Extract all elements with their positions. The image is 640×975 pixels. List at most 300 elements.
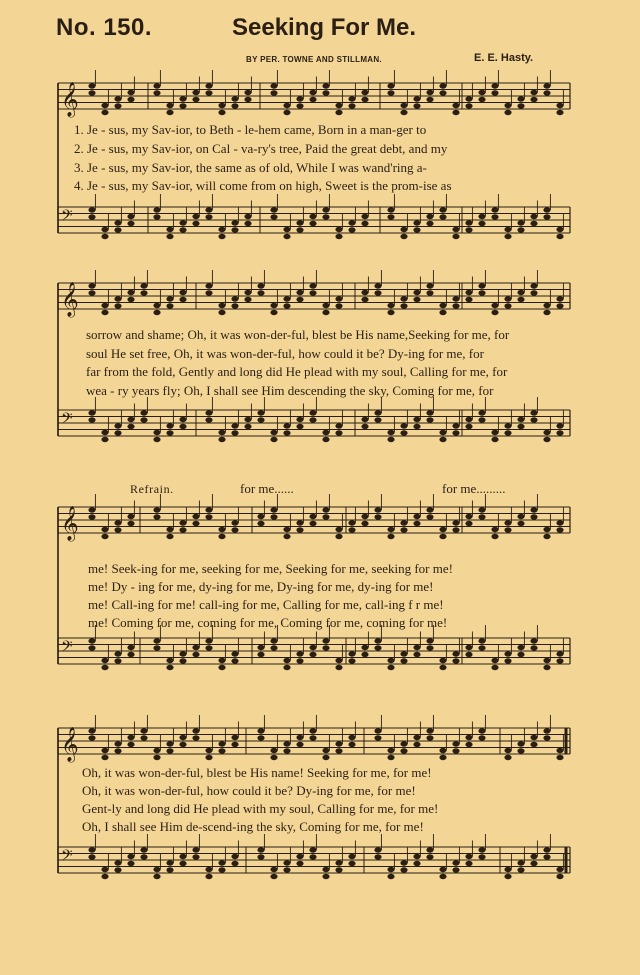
note-head	[556, 110, 563, 115]
note-head	[153, 755, 160, 760]
verse-line: Oh, I shall see Him de-scend-ing the sky, Coming for me, for me!	[82, 819, 424, 834]
note-head	[413, 417, 420, 422]
note-head	[205, 283, 212, 288]
treble-clef-icon: 𝄞	[61, 82, 79, 117]
note-head	[439, 310, 446, 315]
note-head	[426, 97, 433, 102]
note-head	[335, 234, 342, 239]
note-head	[335, 860, 342, 865]
note-head	[387, 303, 394, 308]
note-head	[231, 854, 238, 859]
note-head	[426, 638, 433, 643]
note-head	[335, 227, 342, 232]
note-head	[426, 735, 433, 740]
note-head	[452, 658, 459, 663]
note-head	[400, 227, 407, 232]
note-head	[400, 423, 407, 428]
note-head	[127, 424, 134, 429]
note-head	[413, 290, 420, 295]
note-head	[322, 638, 329, 643]
note-head	[400, 651, 407, 656]
note-head	[335, 867, 342, 872]
note-head	[218, 303, 225, 308]
note-head	[322, 514, 329, 519]
note-head	[387, 90, 394, 95]
note-head	[218, 748, 225, 753]
note-head	[556, 651, 563, 656]
note-head	[166, 665, 173, 670]
hymn-number: No. 150.	[56, 14, 153, 41]
note-head	[283, 430, 290, 435]
note-head	[413, 861, 420, 866]
note-head	[478, 854, 485, 859]
note-head	[348, 103, 355, 108]
note-head	[530, 645, 537, 650]
note-head	[348, 96, 355, 101]
note-head	[192, 728, 199, 733]
note-head	[361, 290, 368, 295]
note-head	[140, 847, 147, 852]
note-head	[114, 103, 121, 108]
note-head	[114, 658, 121, 663]
note-head	[439, 437, 446, 442]
note-head	[439, 207, 446, 212]
bass-clef-icon: 𝄢	[61, 410, 73, 431]
note-head	[322, 748, 329, 753]
note-head	[114, 423, 121, 428]
note-head	[88, 417, 95, 422]
note-head	[426, 283, 433, 288]
note-head	[465, 103, 472, 108]
note-head	[179, 651, 186, 656]
note-head	[348, 227, 355, 232]
note-head	[114, 748, 121, 753]
note-head	[387, 207, 394, 212]
note-head	[361, 652, 368, 657]
note-head	[452, 234, 459, 239]
note-head	[335, 423, 342, 428]
note-head	[426, 514, 433, 519]
note-head	[322, 874, 329, 879]
note-head	[114, 430, 121, 435]
note-head	[114, 303, 121, 308]
note-head	[309, 97, 316, 102]
note-head	[101, 110, 108, 115]
note-head	[452, 860, 459, 865]
note-head	[296, 854, 303, 859]
note-head	[478, 847, 485, 852]
note-head	[556, 423, 563, 428]
note-head	[153, 874, 160, 879]
note-head	[153, 83, 160, 88]
note-head	[517, 514, 524, 519]
hymn-title: Seeking For Me.	[232, 14, 417, 41]
note-head	[244, 221, 251, 226]
note-head	[192, 97, 199, 102]
note-head	[530, 283, 537, 288]
note-head	[504, 748, 511, 753]
note-head	[413, 514, 420, 519]
note-head	[439, 430, 446, 435]
note-head	[400, 867, 407, 872]
note-head	[257, 290, 264, 295]
music-credit: E. E. Hasty.	[474, 52, 534, 64]
note-head	[270, 310, 277, 315]
note-head	[322, 867, 329, 872]
note-head	[101, 437, 108, 442]
note-head	[517, 748, 524, 753]
note-head	[270, 867, 277, 872]
note-head	[270, 755, 277, 760]
verse-line: me! Seek-ing for me, seeking for me, Seeking for me, seeking for me!	[88, 561, 453, 576]
note-head	[166, 423, 173, 428]
note-head	[166, 234, 173, 239]
note-head	[452, 748, 459, 753]
note-head	[127, 861, 134, 866]
note-head	[231, 303, 238, 308]
note-head	[543, 534, 550, 539]
note-head	[517, 297, 524, 302]
note-head	[478, 735, 485, 740]
note-head	[231, 520, 238, 525]
note-head	[218, 430, 225, 435]
note-head	[166, 867, 173, 872]
note-head	[296, 220, 303, 225]
note-head	[478, 283, 485, 288]
note-head	[257, 417, 264, 422]
note-head	[309, 283, 316, 288]
note-head	[309, 735, 316, 740]
note-head	[283, 527, 290, 532]
note-head	[283, 296, 290, 301]
note-head	[465, 861, 472, 866]
note-head	[361, 221, 368, 226]
note-head	[452, 527, 459, 532]
note-head	[88, 645, 95, 650]
note-head	[153, 748, 160, 753]
note-head	[439, 748, 446, 753]
bass-clef-icon: 𝄢	[61, 847, 73, 868]
note-head	[179, 861, 186, 866]
note-head	[387, 658, 394, 663]
note-head	[296, 417, 303, 422]
note-head	[465, 645, 472, 650]
note-head	[530, 638, 537, 643]
note-head	[504, 658, 511, 663]
note-head	[439, 755, 446, 760]
note-head	[361, 297, 368, 302]
note-head	[270, 514, 277, 519]
note-head	[179, 290, 186, 295]
note-head	[296, 742, 303, 747]
note-head	[400, 303, 407, 308]
note-head	[452, 303, 459, 308]
note-head	[556, 227, 563, 232]
note-head	[335, 527, 342, 532]
note-head	[257, 847, 264, 852]
note-head	[127, 645, 134, 650]
note-head	[491, 310, 498, 315]
verse-line: 1. Je - sus, my Sav-ior, to Beth - le-hem came, Born in a man-ger to	[74, 122, 427, 137]
note-head	[309, 514, 316, 519]
note-head	[426, 854, 433, 859]
note-head	[491, 437, 498, 442]
note-head	[166, 741, 173, 746]
note-head	[530, 507, 537, 512]
note-head	[88, 638, 95, 643]
note-head	[88, 507, 95, 512]
note-head	[101, 227, 108, 232]
note-head	[192, 221, 199, 226]
note-head	[140, 854, 147, 859]
note-head	[387, 748, 394, 753]
note-head	[192, 645, 199, 650]
note-head	[205, 755, 212, 760]
note-head	[283, 867, 290, 872]
treble-clef-icon: 𝄞	[61, 506, 79, 541]
note-head	[504, 234, 511, 239]
note-head	[556, 430, 563, 435]
refrain-label: Refrain.	[130, 482, 174, 496]
note-head	[543, 658, 550, 663]
note-head	[465, 514, 472, 519]
note-head	[361, 214, 368, 219]
note-head	[400, 103, 407, 108]
note-head	[88, 847, 95, 852]
note-head	[556, 658, 563, 663]
note-head	[231, 861, 238, 866]
note-head	[114, 220, 121, 225]
note-head	[192, 514, 199, 519]
note-head	[478, 97, 485, 102]
note-head	[179, 854, 186, 859]
note-head	[478, 507, 485, 512]
note-head	[309, 410, 316, 415]
note-head	[257, 728, 264, 733]
note-head	[465, 652, 472, 657]
note-head	[88, 90, 95, 95]
note-head	[101, 748, 108, 753]
note-head	[543, 854, 550, 859]
note-head	[205, 507, 212, 512]
note-head	[283, 534, 290, 539]
note-head	[309, 854, 316, 859]
note-head	[361, 97, 368, 102]
note-head	[322, 90, 329, 95]
note-head	[413, 103, 420, 108]
note-head	[400, 296, 407, 301]
note-head	[387, 83, 394, 88]
note-head	[205, 90, 212, 95]
note-head	[543, 847, 550, 852]
note-head	[374, 854, 381, 859]
note-head	[530, 290, 537, 295]
note-head	[491, 658, 498, 663]
note-head	[348, 527, 355, 532]
note-head	[283, 103, 290, 108]
note-head	[335, 430, 342, 435]
note-head	[114, 867, 121, 872]
note-head	[257, 521, 264, 526]
note-head	[322, 430, 329, 435]
note-head	[556, 867, 563, 872]
note-head	[439, 83, 446, 88]
note-head	[387, 534, 394, 539]
note-head	[543, 310, 550, 315]
note-head	[179, 103, 186, 108]
note-head	[504, 651, 511, 656]
note-head	[140, 290, 147, 295]
note-head	[257, 410, 264, 415]
note-head	[101, 755, 108, 760]
note-head	[374, 645, 381, 650]
note-head	[439, 658, 446, 663]
note-head	[426, 214, 433, 219]
note-head	[478, 214, 485, 219]
note-head	[153, 638, 160, 643]
note-head	[517, 741, 524, 746]
note-head	[504, 430, 511, 435]
note-head	[517, 220, 524, 225]
note-head	[309, 417, 316, 422]
note-head	[452, 430, 459, 435]
note-head	[387, 437, 394, 442]
note-head	[127, 521, 134, 526]
note-head	[543, 430, 550, 435]
note-head	[348, 742, 355, 747]
note-head	[374, 507, 381, 512]
note-head	[296, 651, 303, 656]
note-head	[296, 424, 303, 429]
note-head	[439, 867, 446, 872]
note-head	[465, 742, 472, 747]
note-head	[387, 867, 394, 872]
note-head	[309, 652, 316, 657]
note-head	[439, 874, 446, 879]
note-head	[127, 854, 134, 859]
verse-line: Gent-ly and long did He plead with my soul, Calling for me, for me!	[82, 801, 439, 816]
note-head	[465, 297, 472, 302]
note-head	[426, 847, 433, 852]
note-head	[101, 527, 108, 532]
note-head	[153, 90, 160, 95]
verse-line: soul He set free, Oh, it was won-der-ful, how could it be? Dy-ing for me, for	[86, 346, 484, 361]
note-head	[309, 290, 316, 295]
note-head	[114, 527, 121, 532]
note-head	[153, 430, 160, 435]
note-head	[283, 860, 290, 865]
note-head	[231, 423, 238, 428]
note-head	[140, 728, 147, 733]
note-head	[179, 742, 186, 747]
note-head	[543, 735, 550, 740]
note-head	[309, 728, 316, 733]
note-head	[283, 665, 290, 670]
note-head	[530, 214, 537, 219]
note-head	[348, 520, 355, 525]
note-head	[504, 867, 511, 872]
note-head	[257, 735, 264, 740]
note-head	[556, 874, 563, 879]
note-head	[114, 741, 121, 746]
note-head	[231, 430, 238, 435]
note-head	[322, 507, 329, 512]
note-head	[179, 220, 186, 225]
note-head	[218, 437, 225, 442]
note-head	[296, 520, 303, 525]
note-head	[218, 867, 225, 872]
note-head	[374, 735, 381, 740]
note-head	[465, 227, 472, 232]
note-head	[556, 103, 563, 108]
note-head	[153, 645, 160, 650]
note-head	[465, 735, 472, 740]
note-head	[257, 854, 264, 859]
note-head	[478, 290, 485, 295]
note-head	[478, 221, 485, 226]
note-head	[296, 735, 303, 740]
note-head	[309, 214, 316, 219]
note-head	[127, 90, 134, 95]
note-head	[374, 847, 381, 852]
note-head	[192, 214, 199, 219]
note-head	[387, 310, 394, 315]
note-head	[400, 430, 407, 435]
treble-clef-icon: 𝄞	[61, 727, 79, 762]
note-head	[400, 234, 407, 239]
note-head	[400, 658, 407, 663]
note-head	[439, 214, 446, 219]
note-head	[413, 227, 420, 232]
note-head	[127, 652, 134, 657]
note-head	[153, 507, 160, 512]
note-head	[426, 290, 433, 295]
note-head	[517, 290, 524, 295]
note-head	[374, 283, 381, 288]
note-head	[322, 645, 329, 650]
note-head	[335, 534, 342, 539]
note-head	[140, 410, 147, 415]
note-head	[309, 221, 316, 226]
note-head	[114, 651, 121, 656]
note-head	[218, 310, 225, 315]
note-head	[283, 748, 290, 753]
note-head	[270, 303, 277, 308]
note-head	[543, 214, 550, 219]
note-head	[127, 290, 134, 295]
note-head	[413, 645, 420, 650]
note-head	[270, 90, 277, 95]
note-head	[283, 227, 290, 232]
note-head	[166, 527, 173, 532]
note-head	[296, 96, 303, 101]
note-head	[465, 290, 472, 295]
treble-clef-icon: 𝄞	[61, 282, 79, 317]
note-head	[504, 103, 511, 108]
note-head	[257, 645, 264, 650]
note-head	[166, 296, 173, 301]
note-head	[335, 296, 342, 301]
note-head	[205, 83, 212, 88]
note-head	[101, 430, 108, 435]
note-head	[101, 665, 108, 670]
note-head	[465, 417, 472, 422]
note-head	[153, 437, 160, 442]
note-head	[192, 90, 199, 95]
verse-line: 2. Je - sus, my Sav-ior, on Cal - va-ry's tree, Paid the great debt, and my	[74, 141, 448, 156]
verse-line: far from the fold, Gently and long did He plead with my soul, Calling for me, for	[86, 364, 508, 379]
note-head	[166, 658, 173, 663]
